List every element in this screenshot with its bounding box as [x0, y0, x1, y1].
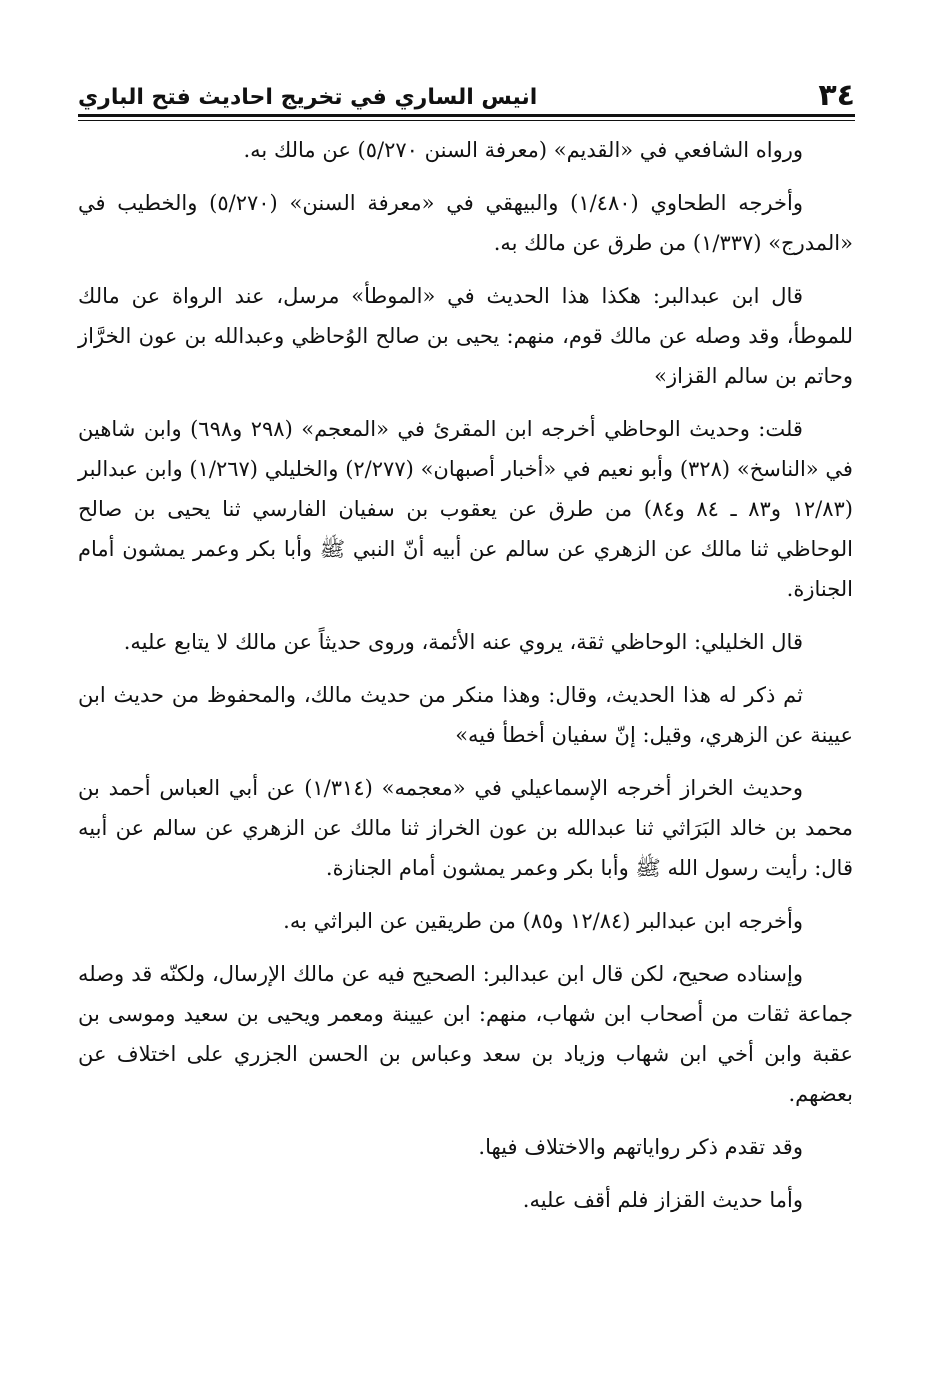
page-number: ٣٤: [818, 78, 855, 113]
running-header: [78, 70, 855, 114]
paragraph-2: وأخرجه الطحاوي (١/٤٨٠) والبيهقي في «معرفة السنن» (٥/٢٧٠) والخطيب في «المدرج» (١/٣٣٧) من طرق عن مالك به.: [78, 191, 853, 255]
paragraph-3: قال ابن عبدالبر: هكذا هذا الحديث في «الموطأ» مرسل، عند الرواة عن مالك للموطأ، وقد وصله عن مالك قوم، منهم: يحيى بن صالح الوُحاظي وعبدالله بن عون الخرَّاز وحاتم بن سالم القزاز»: [78, 284, 853, 388]
paragraph-5: قال الخليلي: الوحاظي ثقة، يروي عنه الأئمة، وروى حديثاً عن مالك لا يتابع عليه.: [123, 630, 803, 654]
paragraph-1: ورواه الشافعي في «القديم» (معرفة السنن ٥/٢٧٠) عن مالك به.: [243, 138, 803, 162]
header-rule-thick: [78, 114, 855, 117]
paragraph-8: وأخرجه ابن عبدالبر (١٢/٨٤ و٨٥) من طريقين عن البراثي به.: [283, 909, 803, 933]
paragraph-9: وإسناده صحيح، لكن قال ابن عبدالبر: الصحيح فيه عن مالك الإرسال، ولكنّه قد وصله جماعة ثقات من أصحاب ابن شهاب، منهم: ابن عيينة ومعمر ويحيى بن سعيد وموسى بن عقبة وابن أخي ابن شهاب وزياد بن سعد وعباس بن الحسن الجزري على اختلاف عن بعضهم.: [78, 962, 853, 1106]
book-title: انيس الساري في تخريج احاديث فتح الباري: [78, 85, 538, 110]
paragraph-7: وحديث الخراز أخرجه الإسماعيلي في «معجمه» (١/٣١٤) عن أبي العباس أحمد بن محمد بن خالد البَرَاثي ثنا عبدالله بن عون الخراز ثنا مالك عن الزهري عن سالم عن أبيه قال: رأيت رسول الله ﷺ وأبا بكر وعمر يمشون أمام الجنازة.: [78, 776, 853, 880]
paragraph-10: وقد تقدم ذكر رواياتهم والاختلاف فيها.: [478, 1135, 803, 1159]
body-text: [78, 130, 853, 1233]
paragraph-11: وأما حديث القزاز فلم أقف عليه.: [522, 1188, 803, 1212]
paragraph-6: ثم ذكر له هذا الحديث، وقال: وهذا منكر من حديث مالك، والمحفوظ من حديث ابن عيينة عن الزهري، وقيل: إنّ سفيان أخطأ فيه»: [78, 683, 853, 747]
paragraph-4: قلت: وحديث الوحاظي أخرجه ابن المقرئ في «المعجم» (٢٩٨ و٦٩٨) وابن شاهين في «الناسخ» (٣٢٨) وأبو نعيم في «أخبار أصبهان» (٢/٢٧٧) والخليلي (١/٢٦٧) وابن عبدالبر (١٢/٨٣ و٨٣ ـ ٨٤ و٨٤) من طرق عن يعقوب بن سفيان الفارسي ثنا يحيى بن صالح الوحاظي ثنا مالك عن الزهري عن سالم عن أبيه أنّ النبي ﷺ وأبا بكر وعمر يمشون أمام الجنازة.: [78, 417, 853, 601]
header-rule-thin: [78, 120, 855, 121]
